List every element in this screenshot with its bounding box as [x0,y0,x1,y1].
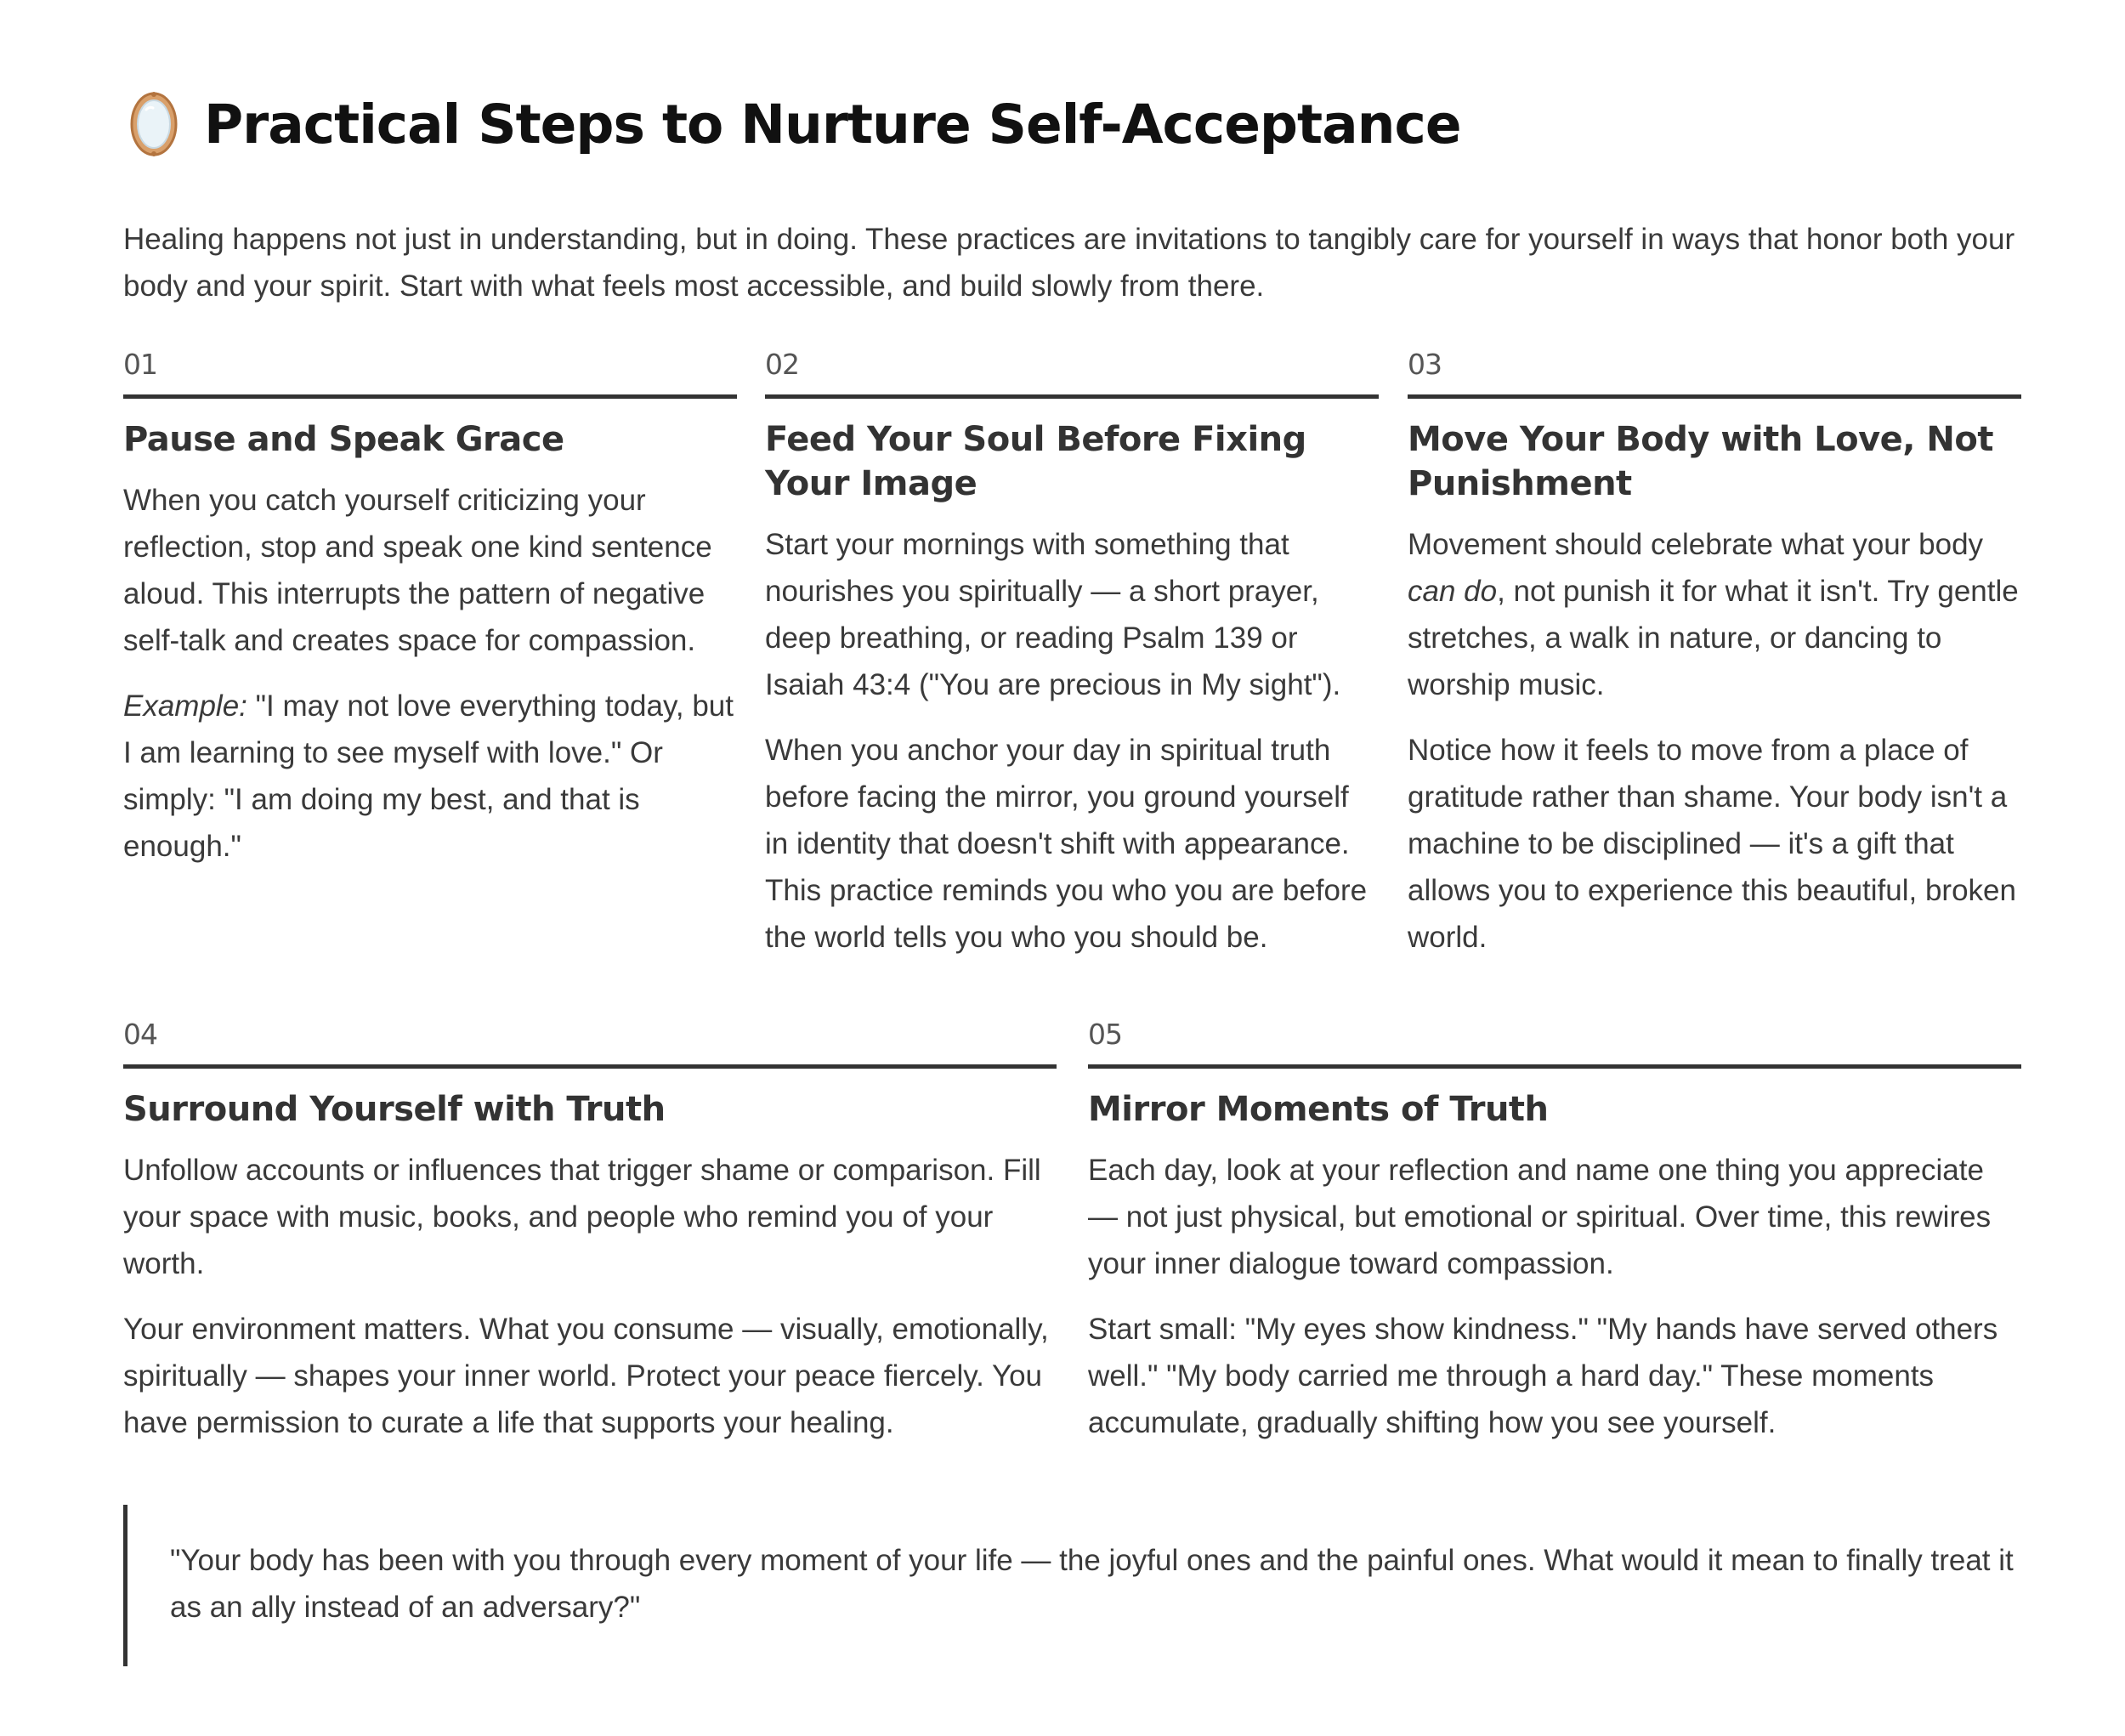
paragraph-text: , not punish it for what it isn't. Try gentle stretches, a walk in nature, or dancing to worship music. [1408,575,2019,701]
step-example-paragraph [123,683,737,870]
step-body [123,1147,1057,1446]
pull-quote [123,1505,2027,1666]
mirror-icon [129,91,178,157]
step-paragraph: Notice how it feels to move from a place of gratitude rather than shame. Your body isn't a machine to be disciplined — it's a gift that allows you to experience this beautiful, broken world. [1408,734,2016,954]
step-number: 03 [1408,348,1442,381]
step-number: 05 [1088,1018,1122,1051]
step-title: Pause and Speak Grace [123,420,564,459]
step-paragraph: Start your mornings with something that nourishes you spiritually — a short prayer, deep breathing, or reading Psalm 139 or Isaiah 43:4 ("You are precious in My sight"). [765,528,1341,701]
step-number: 01 [123,348,157,381]
intro-paragraph: Healing happens not just in understanding, but in doing. These practices are invitations to tangibly care for yourself in ways that honor both your body and your spirit. Start with what feels most accessible, and build slowly from there. [123,223,2015,303]
step-title: Move Your Body with Love, Not Punishment [1408,420,1993,503]
step-title: Surround Yourself with Truth [123,1090,666,1129]
step-divider [123,1064,1057,1069]
step-body [765,521,1379,961]
step-paragraph: Your environment matters. What you consume — visually, emotionally, spiritually — shapes your inner world. Protect your peace fiercely. You have permission to curate a life that supports your healing. [123,1313,1049,1439]
step-paragraph: When you anchor your day in spiritual truth before facing the mirror, you ground yourself in identity that doesn't shift with appearance. This practice reminds you who you are before the world tells you who you should be. [765,734,1368,954]
step-divider [1088,1064,2021,1069]
step-body [1408,521,2021,961]
example-label: Example: [123,689,247,723]
page-title: Practical Steps to Nurture Self-Acceptance [204,93,1461,156]
step-body [123,477,737,870]
step-title: Feed Your Soul Before Fixing Your Image [765,420,1306,503]
step-number: 04 [123,1018,157,1051]
step-divider [765,394,1379,399]
step-card-1 [123,343,737,888]
step-card-5 [1088,1013,2021,1465]
step-body [1088,1147,2021,1446]
quote-text: "Your body has been with you through every moment of your life — the joyful ones and the painful ones. What would it mean to finally treat it as an ally instead of an adversary?" [170,1544,2014,1624]
step-paragraph: Each day, look at your reflection and name one thing you appreciate — not just physical, but emotional or spiritual. Over time, this rewires your inner dialogue toward compassion. [1088,1154,1992,1280]
step-paragraph: Start small: "My eyes show kindness." "My hands have served others well." "My body carried me through a hard day." These moments accumulate, gradually shifting how you see yourself. [1088,1313,1998,1439]
emphasis-text: can do [1408,575,1498,608]
paragraph-text: Movement should celebrate what your body [1408,528,1984,561]
step-number: 02 [765,348,799,381]
step-paragraph: When you catch yourself criticizing your reflection, stop and speak one kind sentence aloud. This interrupts the pattern of negative self-talk and creates space for compassion. [123,484,712,657]
step-paragraph: Unfollow accounts or influences that trigger shame or comparison. Fill your space with music, books, and people who remind you of your worth. [123,1154,1041,1280]
step-card-4 [123,1013,1057,1465]
example-text: "I may not love everything today, but I am learning to see myself with love." Or simply: "I am doing my best, and that is enough." [123,689,734,863]
step-title: Mirror Moments of Truth [1088,1090,1549,1129]
step-paragraph [1408,521,2021,708]
step-card-2 [765,343,1379,979]
title-row [129,82,1461,167]
step-card-3 [1408,343,2021,979]
step-divider [123,394,737,399]
step-divider [1408,394,2021,399]
